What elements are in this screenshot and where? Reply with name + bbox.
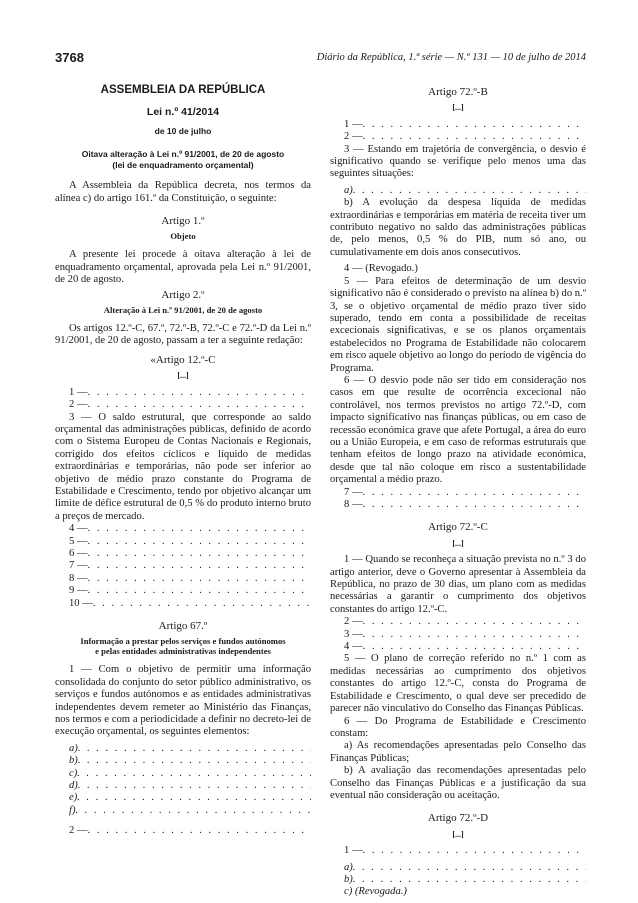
dotted-line: f) . . .: [55, 805, 311, 817]
article-72b-n4: 4 — (Revogado.): [344, 263, 418, 275]
dotted-line: a) . . .: [330, 185, 586, 197]
article-72c-al-a: a) As recomendações apresentadas pelo Conselho das Finanças Públicas;: [330, 740, 586, 764]
article-2-text: Os artigos 12.º-C, 67.º, 72.º-B, 72.º-C e 72.º-D da Lei n.º 91/2001, de 20 de agosto, passam a ter a seguinte redação:: [55, 323, 311, 347]
running-header: Diário da República, 1.ª série — N.º 131 — 10 de julho de 2014: [316, 52, 586, 63]
dotted-line: 5 — . . .: [55, 536, 311, 548]
dotted-line: a) . . .: [330, 862, 586, 874]
dotted-line: 3 — . . .: [330, 629, 586, 641]
dotted-line: 7 — . . .: [55, 560, 311, 572]
issuer-heading: ASSEMBLEIA DA REPÚBLICA: [100, 84, 266, 96]
dotted-line: 10 — . . .: [55, 598, 311, 610]
dotted-line: d) . . .: [55, 780, 311, 792]
law-summary: [55, 149, 311, 170]
article-72c-n6: 6 — Do Programa de Estabilidade e Crescimento constam:: [330, 715, 586, 739]
left-column: [55, 84, 311, 838]
article-2-epigraph: Alteração à Lei n.º 91/2001, de 20 de agosto: [103, 305, 263, 316]
dotted-line: a) . . .: [55, 743, 311, 755]
article-72c-al-b: b) A avaliação das recomendações apresentadas pelo Conselho das Finanças Públicas e a justificação da sua eventual não consideração ou aceitação.: [330, 765, 586, 801]
article-72c-n1: 1 — Quando se reconheça a situação prevista no n.º 3 do artigo anterior, deve o Governo apresentar à Assembleia da República, no prazo de 30 dias, um plano com as medidas necessárias a garantir o cumprimento dos objetivos constantes do artigo 12.º-C.: [330, 554, 586, 615]
dotted-line: 1 — . . .: [330, 845, 586, 857]
article-67-n1: 1 — Com o objetivo de permitir uma informação consolidada do conjunto do setor público administrativo, os serviços e fundos autónomos e as entidades administrativas independentes devem remeter ao Ministério das Finanças, nos termos e com a periodicidade a definir no decreto-lei de execução orçamental, os seguintes elementos:: [55, 664, 311, 738]
article-72b-al-b: b) A evolução da despesa líquida de medidas extraordinárias e temporárias em matéria de receita tiver um contributo negativo no saldo das administrações públicas de, pelo menos, 0,5 % do PIB, num só ano, ou cumulativamente em dois anos consecutivos.: [330, 197, 586, 258]
epigraph-line-2: e pelas entidades administrativas independentes: [95, 646, 271, 657]
article-72b-n6: 6 — O desvio pode não ser tido em consideração nos casos em que resulte de ocorrência excecional não controlável, nos termos previstos no artigo 72.º-D, com impacto significativo nas finanças públicas, ou em caso de recessão económica grave que afete Portugal, a área do euro ou a União Europeia, e em caso de reformas estruturais que tenham efeitos de longo prazo na atividade económica, desde que tal não coloque em risco a sustentabilidade orçamental a médio prazo.: [330, 374, 586, 486]
dotted-line: b) . . .: [55, 755, 311, 767]
article-12c-title: «Artigo 12.º-C: [150, 353, 216, 366]
article-72b-n5: 5 — Para efeitos de determinação de um desvio significativo não é considerado o previsto na alínea b) do n.º 3, se o objetivo orçamental de médio prazo tiver sido superado, tendo em conta a possibilidade de receitas excecionais significativas, e se os planos orçamentais estabelecidos no Programa de Estabilidade não colocarem em risco aquele objetivo ao longo do período de vigência do Programa.: [330, 275, 586, 374]
elision-mark: [...]: [452, 829, 464, 839]
elision-mark: [...]: [452, 538, 464, 548]
summary-line-1: Oitava alteração à Lei n.º 91/2001, de 20 de agosto: [81, 149, 285, 160]
article-72d-title: Artigo 72.º-D: [427, 812, 489, 825]
article-1-text: A presente lei procede à oitava alteração à lei de enquadramento orçamental, aprovada pela Lei n.º 91/2001, de 20 de agosto.: [55, 249, 311, 286]
dotted-line: 4 — . . .: [55, 523, 311, 535]
article-72b-n3: 3 — Estando em trajetória de convergência, o desvio é significativo quando se verifique pelo menos uma das seguintes situações:: [330, 143, 586, 180]
dotted-line: 6 — . . .: [55, 548, 311, 560]
dotted-line: 8 — . . .: [330, 499, 586, 511]
dotted-line: c) . . .: [55, 768, 311, 780]
law-date: de 10 de julho: [154, 125, 212, 136]
law-number: Lei n.º 41/2014: [146, 106, 220, 119]
dotted-line: e) . . .: [55, 792, 311, 804]
dotted-line: 4 — . . .: [330, 641, 586, 653]
dotted-line: b) . . .: [330, 874, 586, 886]
article-72d-al-c: c) (Revogada.): [344, 886, 407, 898]
dotted-line: 2 — . . .: [330, 131, 586, 143]
dotted-line: 8 — . . .: [55, 573, 311, 585]
elision-mark: [...]: [177, 371, 189, 381]
dotted-line: 1 — . . .: [55, 387, 311, 399]
article-67-title: Artigo 67.º: [158, 620, 208, 632]
dotted-line: 1 — . . .: [330, 119, 586, 131]
article-72c-n5: 5 — O plano de correção referido no n.º 1 com as medidas necessárias ao cumprimento dos objetivos constantes do artigo 12.º-C, consta do Programa de Estabilidade e Crescimento, o qual deve ser precedido de parecer não vinculativo do Conselho das Finanças Públicas.: [330, 653, 586, 715]
dotted-line: 2 — . . .: [55, 825, 311, 837]
right-column: [330, 84, 586, 899]
article-1-epigraph: Objeto: [170, 231, 196, 242]
article-72c-title: Artigo 72.º-C: [428, 521, 488, 534]
article-2-title: Artigo 2.º: [161, 288, 205, 301]
article-67-epigraph: [55, 636, 311, 656]
article-1-title: Artigo 1.º: [161, 215, 205, 228]
summary-line-2: (lei de enquadramento orçamental): [112, 159, 254, 170]
dotted-line: 7 — . . .: [330, 487, 586, 499]
dotted-line: 2 — . . .: [55, 399, 311, 411]
dotted-line: 2 — . . .: [330, 616, 586, 628]
article-72b-title: Artigo 72.º-B: [428, 86, 488, 98]
epigraph-line-1: Informação a prestar pelos serviços e fundos autónomos: [80, 636, 286, 647]
intro-paragraph: A Assembleia da República decreta, nos termos da alínea c) do artigo 161.º da Constituição, o seguinte:: [55, 180, 311, 204]
elision-mark: [...]: [452, 103, 464, 113]
dotted-line: 9 — . . .: [55, 585, 311, 597]
page-number: 3768: [55, 50, 84, 65]
article-12c-n3: 3 — O saldo estrutural, que corresponde ao saldo orçamental das administrações públicas, definido de acordo com o Sistema Europeu de Contas Nacionais e Regionais, corrigido dos efeitos cíclicos e líquido de medidas extraordinárias e temporárias, não pode ser inferior ao objetivo de médio prazo constante do Programa de Estabilidade e Crescimento, tendo por objetivo alcançar um limite de défice estrutural de 0,5 % do produto interno bruto a preços de mercado.: [55, 411, 311, 522]
